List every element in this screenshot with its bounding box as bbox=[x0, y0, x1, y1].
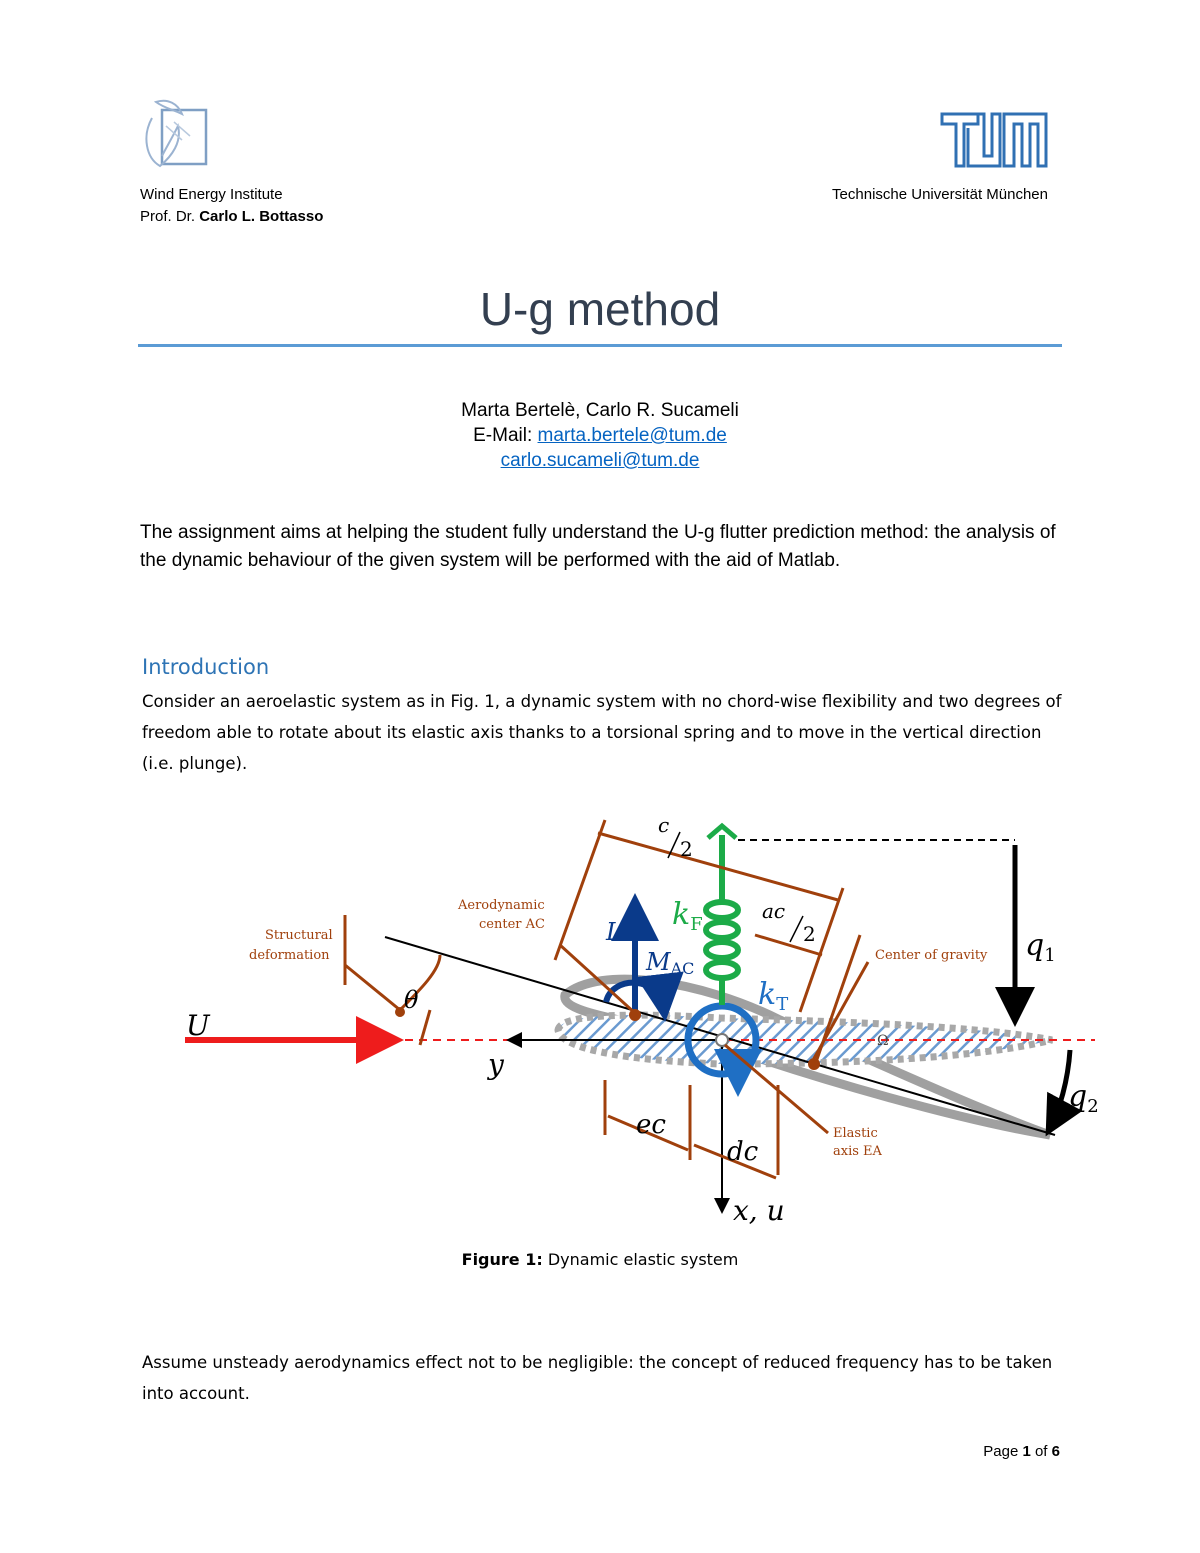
authors: Marta Bertelè, Carlo R. Sucameli bbox=[461, 400, 739, 421]
label-c-den: 2 bbox=[680, 837, 693, 861]
svg-text:q2 bbox=[1068, 1079, 1099, 1117]
label-x-u: x, u bbox=[733, 1194, 785, 1227]
label-q2: q bbox=[1068, 1079, 1088, 1114]
svg-text:kF bbox=[672, 897, 703, 935]
label-omega: Ω bbox=[877, 1033, 889, 1049]
label-ec: ec bbox=[636, 1110, 666, 1140]
label-q1: q bbox=[1025, 928, 1045, 963]
page-number: Page 1 of 6 bbox=[983, 1443, 1060, 1460]
title-divider bbox=[138, 344, 1062, 347]
figure-caption: Figure 1: Dynamic elastic system bbox=[461, 1250, 739, 1269]
q2-arrow bbox=[1048, 1050, 1070, 1132]
svg-text:q1 bbox=[1025, 928, 1056, 966]
label-kT-sub: T bbox=[776, 994, 789, 1015]
authors-block: Marta Bertelè, Carlo R. Sucameli E-Mail: marta.bertele@tum.de carlo.sucameli@tum.de bbox=[0, 398, 1200, 473]
label-structural: Structural bbox=[265, 928, 333, 943]
label-ac-den: 2 bbox=[803, 922, 816, 946]
label-ac-num: ac bbox=[762, 899, 786, 923]
svg-text:MAC bbox=[645, 948, 694, 978]
label-elastic-1: Elastic bbox=[833, 1126, 878, 1141]
page-title: U-g method bbox=[479, 283, 721, 335]
label-U: U bbox=[186, 1009, 210, 1042]
label-L: L bbox=[606, 918, 622, 946]
label-kF-sub: F bbox=[690, 914, 703, 935]
label-cog: Center of gravity bbox=[875, 948, 988, 963]
institute-name: Wind Energy Institute Prof. Dr. Carlo L. Bottasso bbox=[140, 186, 324, 225]
label-theta: θ bbox=[404, 986, 419, 1014]
label-kT: k bbox=[758, 977, 777, 1012]
university-name: Technische Universität München bbox=[832, 186, 1048, 203]
tum-logo bbox=[940, 112, 1048, 168]
introduction-paragraph: Consider an aeroelastic system as in Fig. 1, a dynamic system with no chord-wise flexibility and two degrees of freedom able to rotate about its elastic axis thanks to a torsional spring and to move in the vertical direction (i.e. plunge). bbox=[142, 692, 1062, 773]
label-dc: dc bbox=[727, 1137, 759, 1167]
introduction-heading: Introduction bbox=[142, 655, 270, 679]
label-M: M bbox=[646, 948, 671, 976]
label-elastic-2: axis EA bbox=[833, 1144, 882, 1159]
label-c-num: c bbox=[658, 813, 670, 837]
intro-paragraph: The assignment aims at helping the student fully understand the U-g flutter prediction method: the analysis of the dynamic behaviour of the given system will be performed with the aid of Matlab. bbox=[140, 522, 1056, 571]
svg-text:kT bbox=[758, 977, 788, 1015]
email-link-2[interactable]: carlo.sucameli@tum.de bbox=[500, 450, 700, 471]
label-aero-2: center AC bbox=[479, 917, 545, 932]
after-figure-paragraph: Assume unsteady aerodynamics effect not to be negligible: the concept of reduced frequency has to be taken into account. bbox=[142, 1353, 1053, 1403]
flexural-spring bbox=[706, 826, 738, 1005]
wind-energy-institute-logo bbox=[138, 96, 210, 172]
label-q2-sub: 2 bbox=[1087, 1096, 1099, 1117]
label-q1-sub: 1 bbox=[1044, 945, 1056, 966]
label-aero-1: Aerodynamic bbox=[458, 898, 545, 913]
email-link-1[interactable]: marta.bertele@tum.de bbox=[537, 425, 727, 446]
label-deformation: deformation bbox=[249, 948, 330, 963]
label-kF: k bbox=[672, 897, 691, 932]
figure-dynamic-elastic-system bbox=[0, 800, 1200, 1230]
label-M-sub: AC bbox=[670, 959, 695, 978]
label-y: y bbox=[488, 1048, 504, 1081]
